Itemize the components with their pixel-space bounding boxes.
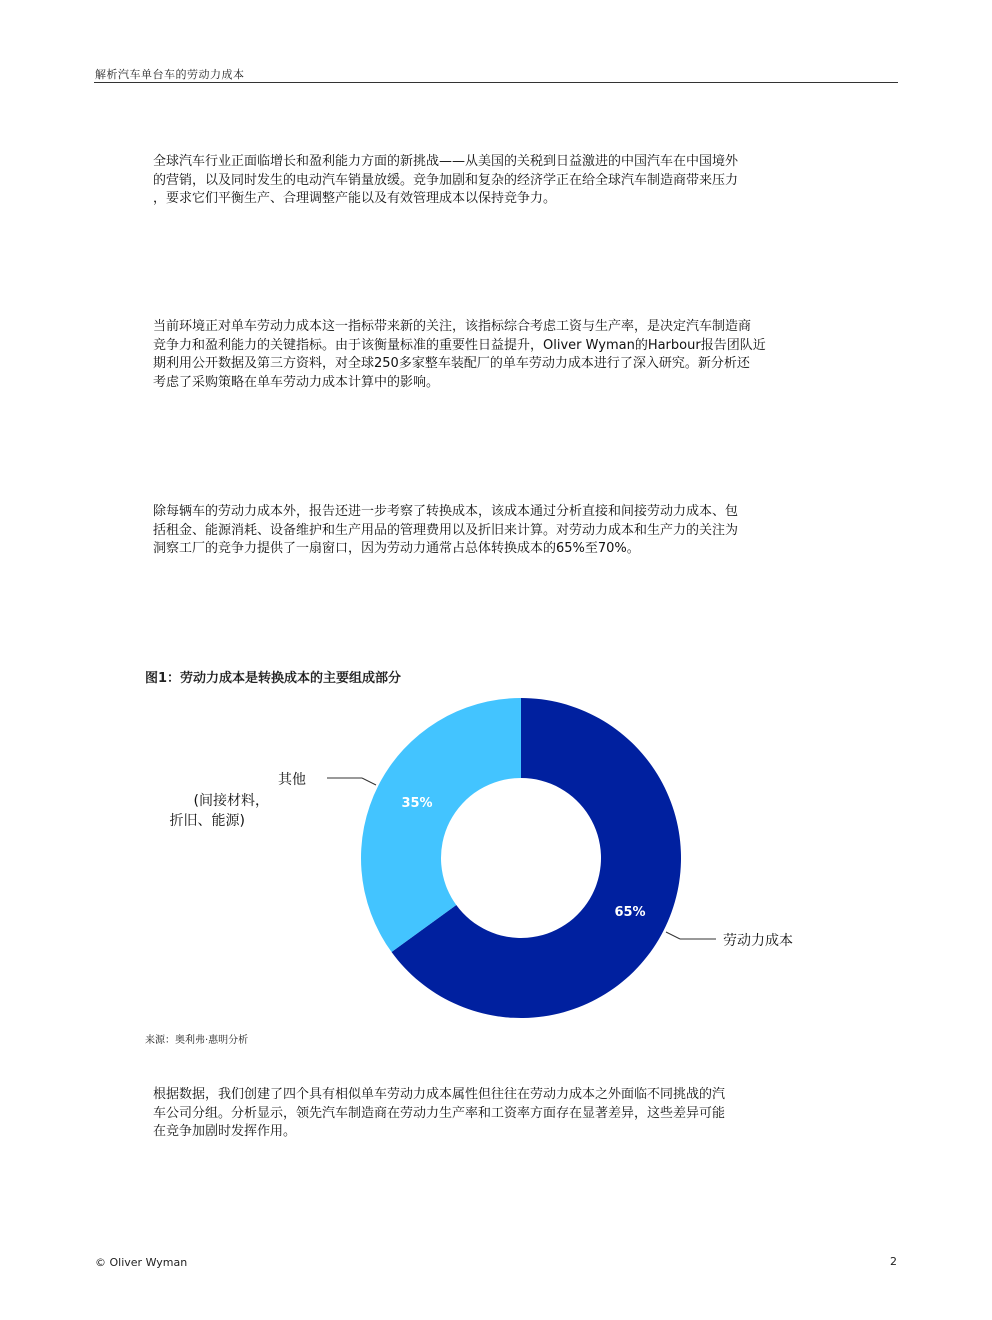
callout-leader-labor: [666, 932, 680, 939]
text-line: 在竞争加剧时发挥作用。: [153, 1124, 297, 1139]
text-line: 全球汽车行业正面临增长和盈利能力方面的新挑战——从美国的关税到日益激进的中国汽车在中国境外: [153, 154, 739, 169]
text-line: 洞察工厂的竞争力提供了一扇窗口，因为劳动力通常占总体转换成本的65%至70%。: [153, 541, 640, 556]
footer-copyright: © Oliver Wyman: [95, 1256, 188, 1269]
callout-leader-other: [362, 778, 376, 785]
text-line: 的营销，以及同时发生的电动汽车销量放缓。竞争加剧和复杂的经济学正在给全球汽车制造商带来压力: [153, 172, 739, 188]
text-line: 竞争力和盈利能力的关键指标。由于该衡量标准的重要性日益提升，Oliver Wyman的Harbour报告团队近: [153, 337, 766, 353]
slice-value-label: 65%: [614, 905, 646, 920]
text-line: 考虑了采购策略在单车劳动力成本计算中的影响。: [153, 374, 440, 390]
page-number: 2: [890, 1255, 897, 1268]
running-header: 解析汽车单台车的劳动力成本: [95, 68, 245, 81]
figure-source: 来源：奥利弗·惠明分析: [145, 1035, 249, 1046]
text-line: 当前环境正对单车劳动力成本这一指标带来新的关注，该指标综合考虑工资与生产率，是决定汽车制造商: [153, 319, 752, 334]
text-line: 期利用公开数据及第三方资料，对全球250多家整车装配厂的单车劳动力成本进行了深入研究。新分析还: [153, 356, 750, 371]
text-line: ，要求它们平衡生产、合理调整产能以及有效管理成本以保持竞争力。: [153, 191, 557, 206]
callout-label-other: 其他: [278, 772, 306, 788]
text-line: 除每辆车的劳动力成本外，报告还进一步考察了转换成本，该成本通过分析直接和间接劳动力成本、包: [153, 504, 739, 519]
slice-other: [361, 698, 521, 952]
figure-title: 图1：劳动力成本是转换成本的主要组成部分: [145, 671, 402, 686]
text-line: 根据数据，我们创建了四个具有相似单车劳动力成本属性但往往在劳动力成本之外面临不同挑战的汽: [153, 1087, 726, 1102]
callout-label-other: (间接材料，: [193, 793, 269, 809]
text-line: 括租金、能源消耗、设备维护和生产用品的管理费用以及折旧来计算。对劳动力成本和生产力的关注为: [153, 522, 739, 538]
callout-label-other: 折旧、能源): [169, 813, 245, 829]
paragraph-4: [153, 1086, 853, 1142]
callout-label-labor: 劳动力成本: [723, 933, 793, 949]
text-line: 车公司分组。分析显示，领先汽车制造商在劳动力生产率和工资率方面存在显著差异，这些差异可能: [153, 1105, 726, 1121]
slice-value-label: 35%: [401, 796, 433, 811]
